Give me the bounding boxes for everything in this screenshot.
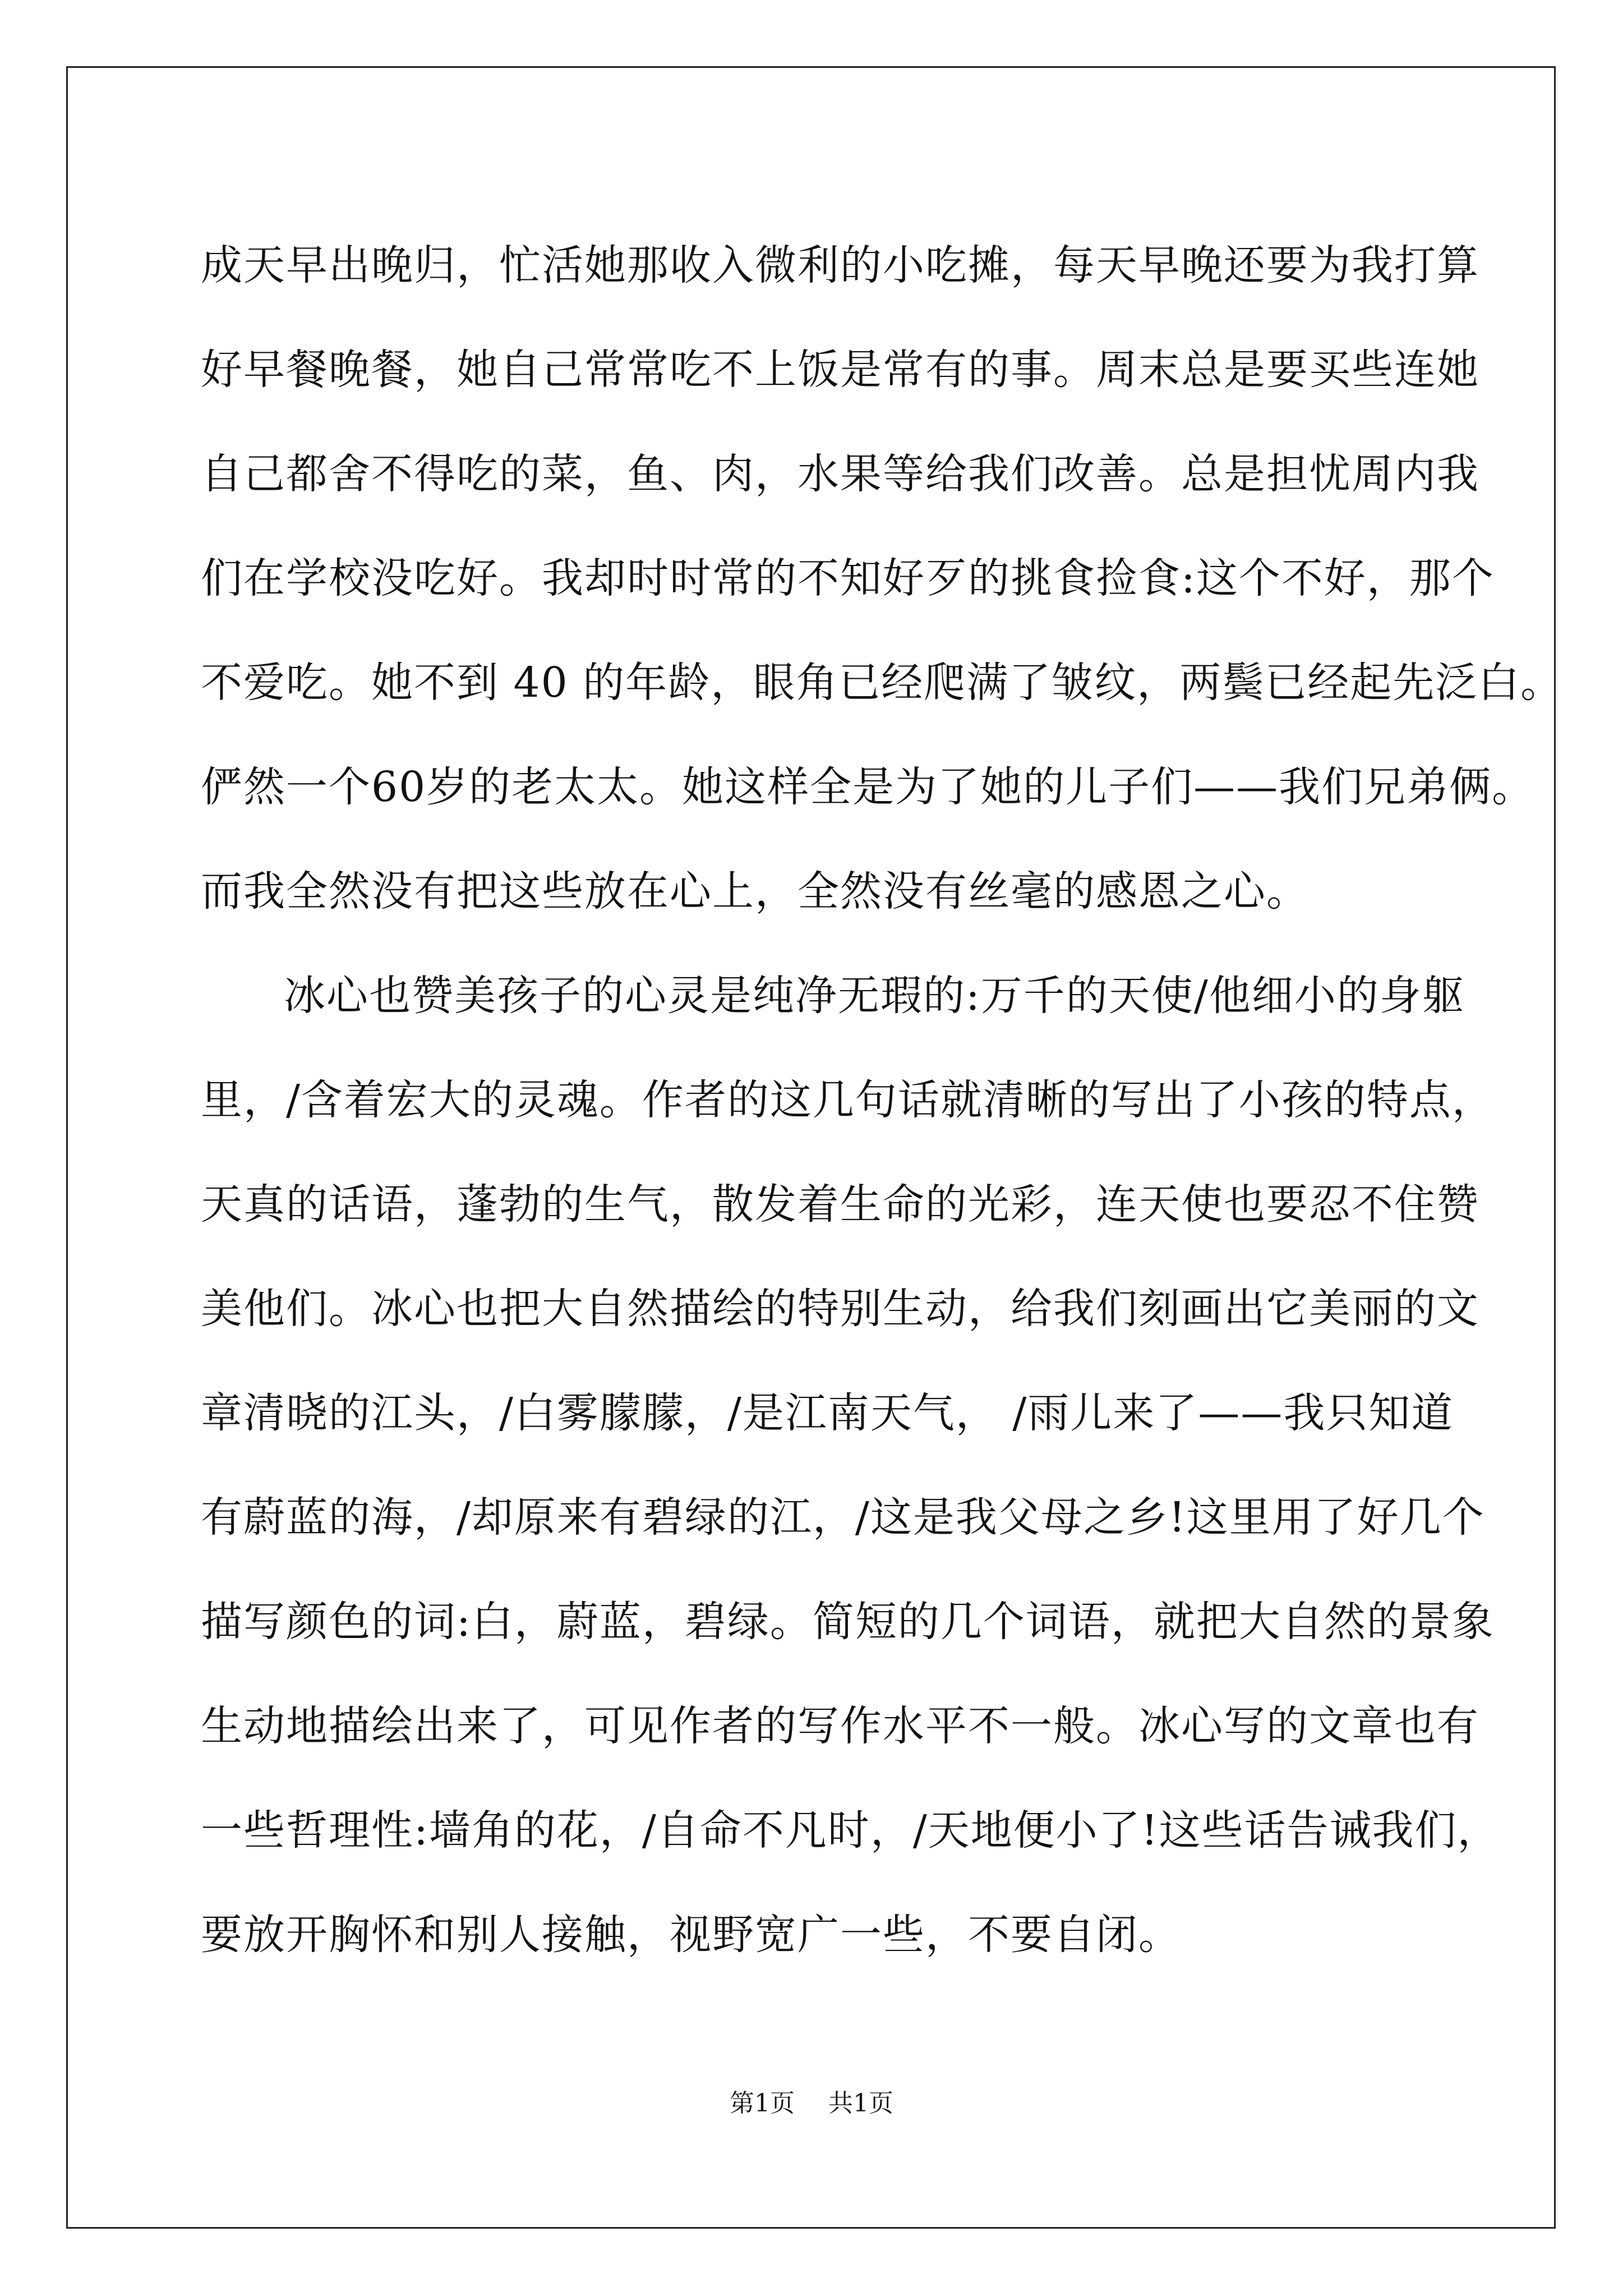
page-footer (0, 2087, 1623, 2120)
text-line: 要放开胸怀和别人接触，视野宽广一些，不要自闭。 (201, 1911, 1181, 1959)
text-line: 美他们。冰心也把大自然描绘的特别生动，给我们刻画出它美丽的文 (201, 1285, 1479, 1333)
text-line: 描写颜色的词:白，蔚蓝，碧绿。简短的几个词语，就把大自然的景象 (201, 1598, 1495, 1646)
text-line: 而我全然没有把这些放在心上，全然没有丝毫的感恩之心。 (201, 867, 1309, 915)
paragraph-start-line: 冰心也赞美孩子的心灵是纯净无瑕的:万千的天使/他细小的身躯 (284, 972, 1465, 1020)
document-body (201, 213, 1564, 1987)
text-line: 俨然一个60岁的老太太。她这样全是为了她的儿子们——我们兄弟俩。 (201, 763, 1535, 811)
text-line: 自己都舍不得吃的菜，鱼、肉，水果等给我们改善。总是担忧周内我 (201, 450, 1479, 498)
text-line: 里，/含着宏大的灵魂。作者的这几句话就清晰的写出了小孩的特点， (201, 1076, 1495, 1124)
text-line: 不爱吃。她不到 40 的年龄，眼角已经爬满了皱纹，两鬓已经起先泛白。 (201, 659, 1564, 707)
text-line: 生动地描绘出来了，可见作者的写作水平不一般。冰心写的文章也有 (201, 1702, 1479, 1750)
page-number-current: 第1页 (730, 2089, 795, 2118)
text-line: 一些哲理性:墙角的花，/自命不凡时，/天地便小了!这些话告诫我们， (201, 1806, 1500, 1855)
text-line: 们在学校没吃好。我却时时常的不知好歹的挑食捡食:这个不好，那个 (201, 554, 1495, 602)
text-line: 好早餐晚餐，她自己常常吃不上饭是常有的事。周末总是要买些连她 (201, 346, 1479, 394)
text-line: 天真的话语，蓬勃的生气，散发着生命的光彩，连天使也要忍不住赞 (201, 1180, 1479, 1228)
page-number-total: 共1页 (828, 2089, 893, 2118)
text-line: 章清晓的江头，/白雾朦朦，/是江南天气， /雨儿来了——我只知道 (201, 1389, 1454, 1437)
text-line: 有蔚蓝的海，/却原来有碧绿的江，/这是我父母之乡!这里用了好几个 (201, 1493, 1485, 1542)
text-line: 成天早出晚归，忙活她那收入微利的小吃摊，每天早晚还要为我打算 (201, 241, 1479, 289)
